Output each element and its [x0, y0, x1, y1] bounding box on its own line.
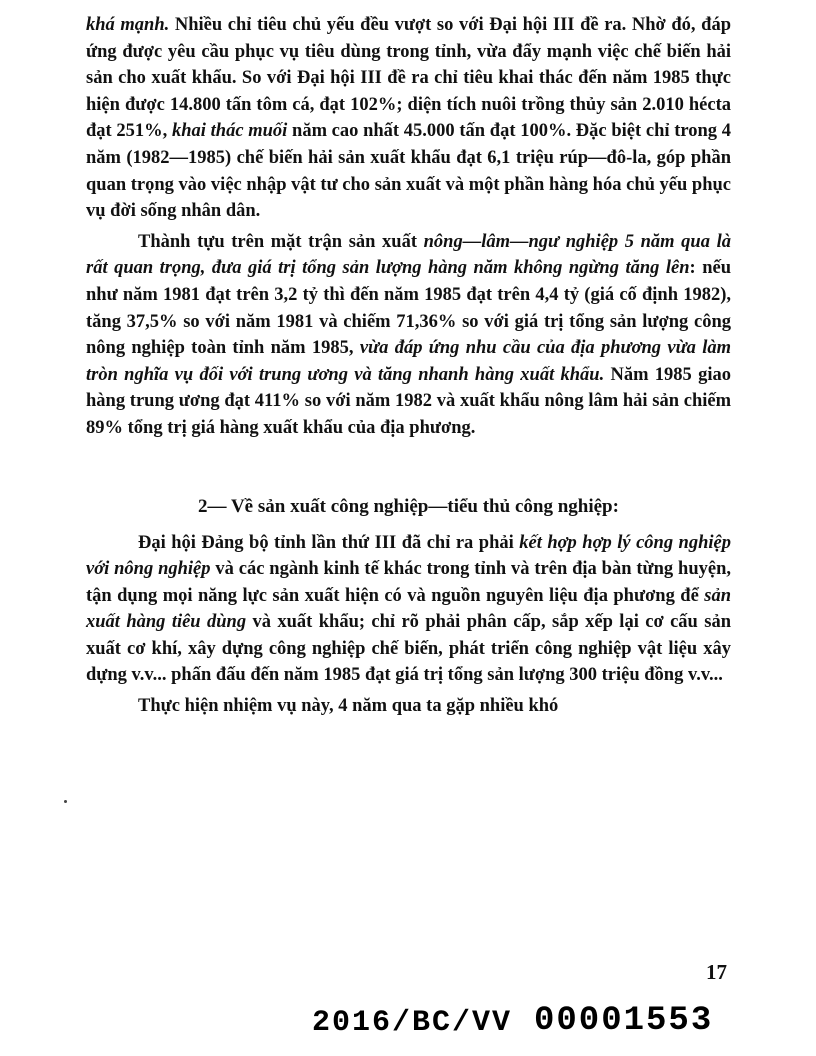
text-run: : nếu như năm 1981 đạt trên 3,2 tỷ thì đến năm 1985 đạt trên 4,4 tỷ (giá cố định 1982), tăng 37,5% so với năm 1981 và chiếm 71,36% so với giá trị tổng sản lượng công nông nghiệp toàn tỉnh năm 1985, [86, 258, 731, 359]
text-run: và xuất khẩu; chỉ rõ phải phân cấp, sắp xếp lại cơ cấu sản xuất cơ khí, xây dựng công nghiệp chế biến, phát triển công nghiệp vật liệu xây dựng v.v... phấn đấu đến năm 1985 đạt giá trị tổng sản lượng 300 triệu đồng v.v... [86, 612, 731, 686]
italic-phrase: khai thác muối [172, 121, 288, 142]
paragraph-4: Thực hiện nhiệm vụ này, 4 năm qua ta gặp nhiều khó [138, 696, 559, 717]
italic-phrase: khá mạnh. [86, 15, 170, 35]
italic-phrase: sản xuất hàng tiêu dùng [86, 585, 731, 633]
body-text [86, 12, 731, 720]
paragraph-3 [86, 530, 731, 690]
archive-stamp-code: 2016/BC/VV [312, 1006, 513, 1040]
italic-phrase: nông—lâm—ngư nghiệp 5 năm qua là rất quan trọng, đưa giá trị tổng sản lượng hàng năm không ngừng tăng lên [86, 231, 731, 279]
paragraph-2 [86, 229, 731, 442]
text-run: và các ngành kinh tế khác trong tỉnh và trên địa bàn từng huyện, tận dụng mọi năng lực sản xuất hiện có và nguồn nguyên liệu địa phương để [86, 559, 731, 606]
section-heading: 2— Về sản xuất công nghiệp—tiểu thủ công nghiệp: [198, 495, 619, 517]
archive-stamp-number: 00001553 [534, 1002, 714, 1040]
text-run: Thành tựu trên mặt trận sản xuất [138, 231, 424, 252]
text-run: Đại hội Đảng bộ tỉnh lần thứ III đã chỉ ra phải [138, 532, 520, 553]
paragraph-1 [86, 12, 731, 225]
italic-phrase: kết hợp hợp lý công nghiệp với nông nghiệp [86, 532, 731, 580]
scan-speck [64, 800, 67, 803]
text-run: năm cao nhất 45.000 tấn đạt 100%. Đặc biệt chỉ trong 4 năm (1982—1985) chế biến hải sản xuất khẩu đạt 6,1 triệu rúp—đô-la, góp phần quan trọng vào việc nhập vật tư cho sản xuất và một phần hàng hóa chủ yếu phục vụ đời sống nhân dân. [86, 121, 731, 222]
text-run: Năm 1985 giao hàng trung ương đạt 411% so với năm 1982 và xuất khẩu nông lâm hải sản chiếm 89% tổng trị giá hàng xuất khẩu của địa phương. [86, 364, 731, 438]
italic-phrase: vừa đáp ứng nhu cầu của địa phương vừa làm tròn nghĩa vụ đối với trung ương và tăng nhanh hàng xuất khẩu. [86, 338, 732, 385]
page-number: 17 [706, 960, 727, 984]
text-run: Nhiều chỉ tiêu chủ yếu đều vượt so với Đại hội III đề ra. Nhờ đó, đáp ứng được yêu cầu phục vụ tiêu dùng trong tỉnh, vừa đẩy mạnh việc chế biến hải sản cho xuất khẩu. So với Đại hội III đề ra chỉ tiêu khai thác đến năm 1985 thực hiện được 14.800 tấn tôm cá, đạt 102%; diện tích nuôi trồng thủy sản 2.010 hécta đạt 251%, [86, 15, 731, 142]
